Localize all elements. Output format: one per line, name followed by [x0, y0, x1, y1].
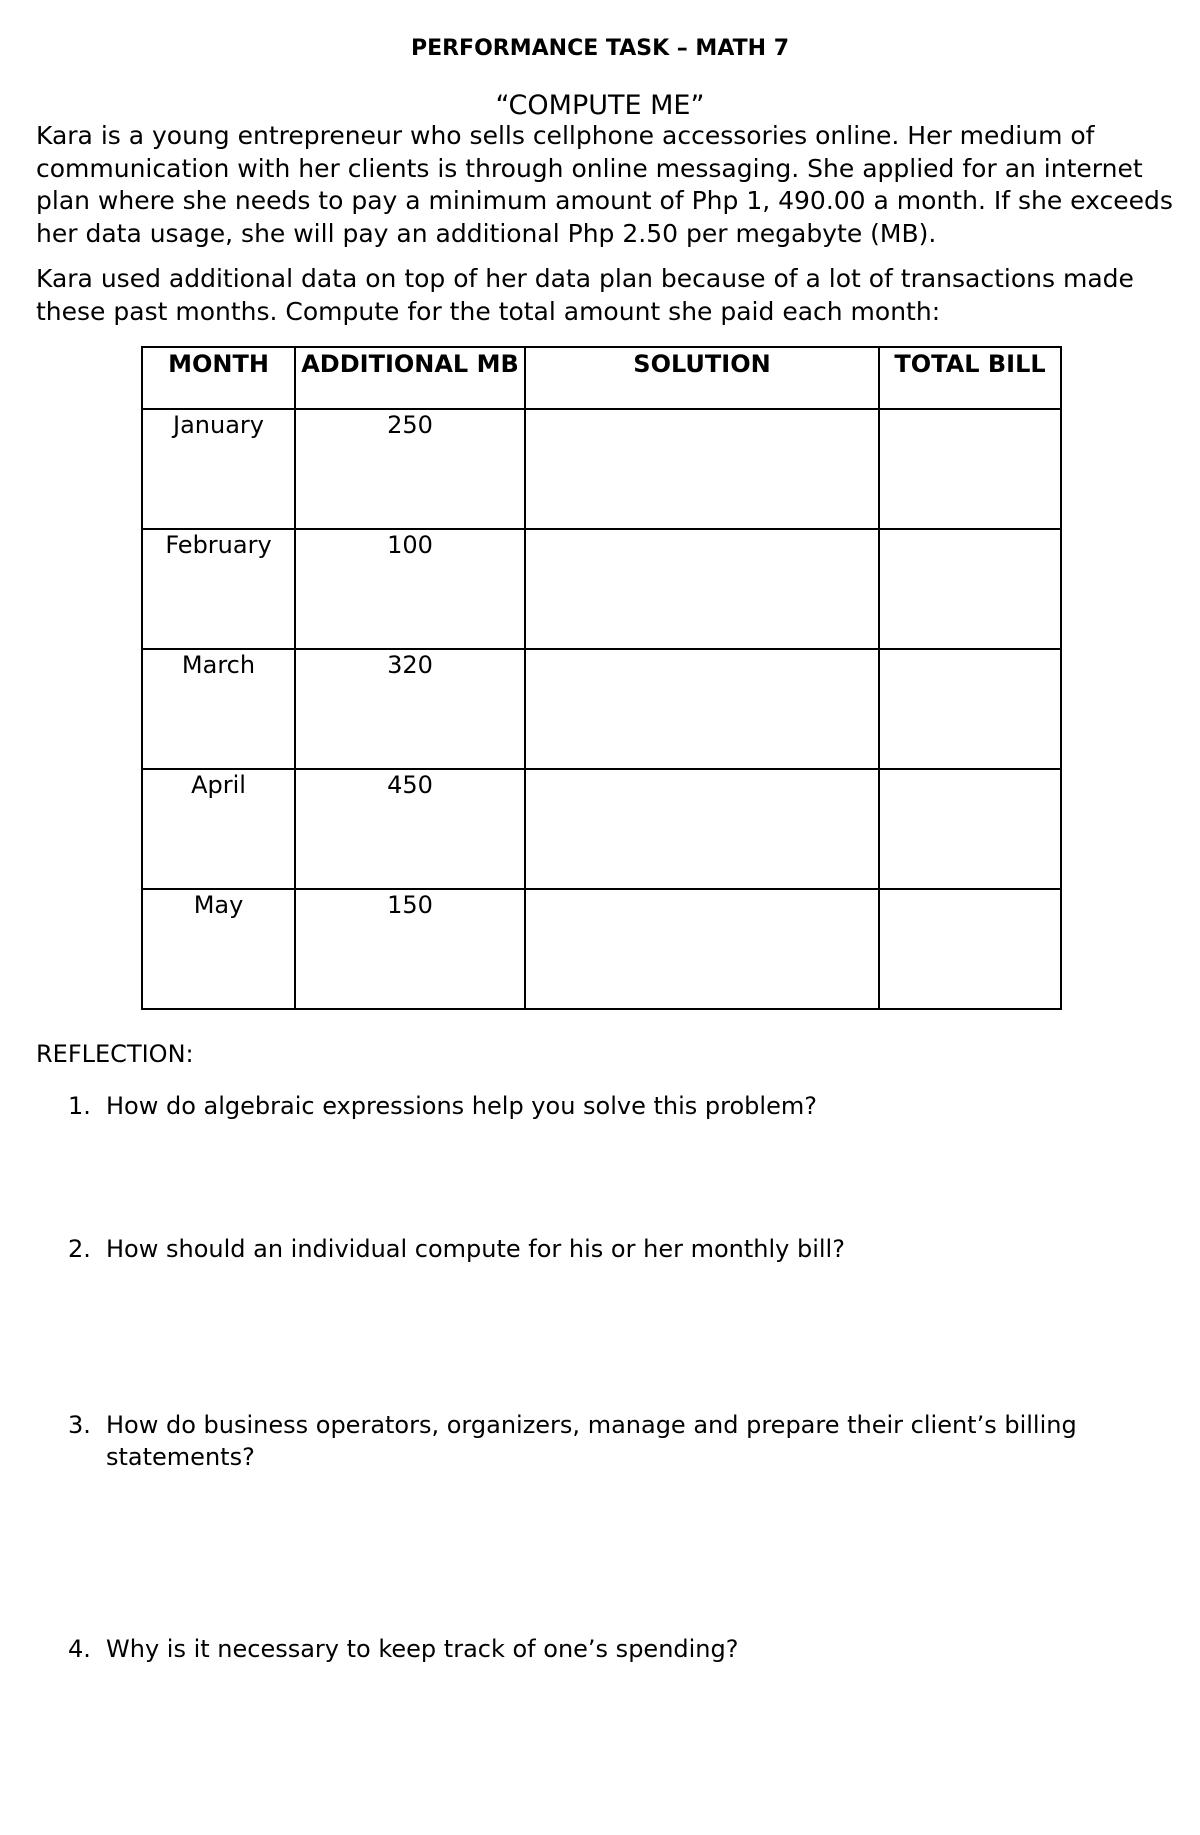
mb-cell: 100: [295, 529, 525, 649]
question-number: 3.: [68, 1411, 91, 1439]
task-subtitle: “COMPUTE ME”: [495, 90, 705, 121]
header-total-bill: TOTAL BILL: [879, 347, 1061, 409]
question-number: 1.: [68, 1092, 91, 1120]
table-row: [142, 529, 1061, 649]
mb-cell: 320: [295, 649, 525, 769]
page-title: PERFORMANCE TASK – MATH 7: [410, 36, 790, 61]
list-item: [68, 1633, 1148, 1665]
header-solution: SOLUTION: [525, 347, 879, 409]
question-text: How do algebraic expressions help you solve this problem?: [106, 1092, 817, 1120]
table-header-row: [142, 347, 1061, 409]
table-row: [142, 889, 1061, 1009]
mb-cell: 150: [295, 889, 525, 1009]
total-bill-cell[interactable]: [879, 529, 1061, 649]
month-cell: March: [142, 649, 295, 769]
question-number: 4.: [68, 1635, 91, 1663]
header-additional-mb: ADDITIONAL MB: [295, 347, 525, 409]
header-month: MONTH: [142, 347, 295, 409]
solution-cell[interactable]: [525, 409, 879, 529]
instruction-paragraph: Kara used additional data on top of her data plan because of a lot of transactions made these past months. Compute for the total amount she paid each month:: [36, 264, 1134, 326]
solution-cell[interactable]: [525, 529, 879, 649]
reflection-heading: REFLECTION:: [36, 1040, 194, 1068]
solution-cell[interactable]: [525, 769, 879, 889]
question-text: Why is it necessary to keep track of one’s spending?: [106, 1635, 739, 1663]
question-text: How do business operators, organizers, manage and prepare their client’s billing statements?: [106, 1411, 1077, 1471]
total-bill-cell[interactable]: [879, 409, 1061, 529]
list-item: [68, 1409, 1148, 1473]
mb-cell: 250: [295, 409, 525, 529]
solution-cell[interactable]: [525, 649, 879, 769]
table-row: [142, 649, 1061, 769]
total-bill-cell[interactable]: [879, 889, 1061, 1009]
table-row: [142, 769, 1061, 889]
month-cell: May: [142, 889, 295, 1009]
month-cell: February: [142, 529, 295, 649]
mb-cell: 450: [295, 769, 525, 889]
problem-paragraph: Kara is a young entrepreneur who sells cellphone accessories online. Her medium of communication with her clients is through online messaging. She applied for an internet plan where she needs to pay a minimum amount of Php 1, 490.00 a month. If she exceeds her data usage, she will pay an additional Php 2.50 per megabyte (MB).: [36, 121, 1173, 248]
month-cell: January: [142, 409, 295, 529]
table-row: [142, 409, 1061, 529]
month-cell: April: [142, 769, 295, 889]
list-item: [68, 1233, 1148, 1265]
list-item: [68, 1090, 1148, 1122]
question-number: 2.: [68, 1235, 91, 1263]
total-bill-cell[interactable]: [879, 769, 1061, 889]
billing-table: [141, 346, 1062, 1010]
solution-cell[interactable]: [525, 889, 879, 1009]
question-text: How should an individual compute for his or her monthly bill?: [106, 1235, 845, 1263]
total-bill-cell[interactable]: [879, 649, 1061, 769]
